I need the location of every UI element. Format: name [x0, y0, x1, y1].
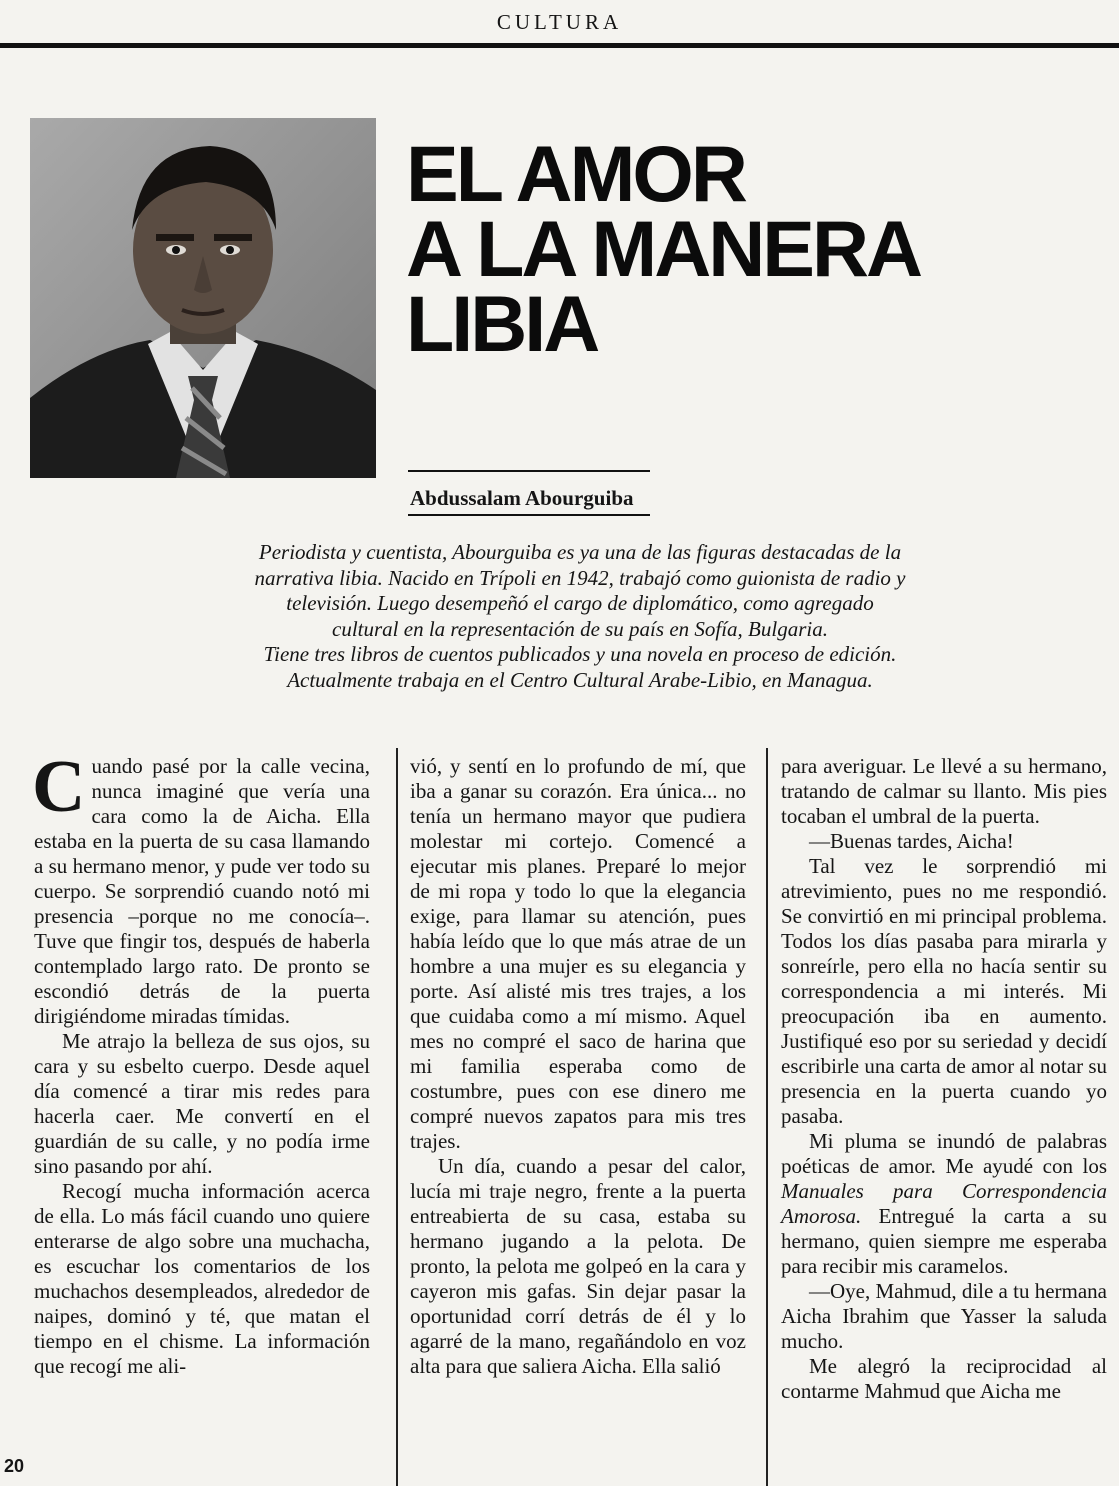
- paragraph-text: uando pasé por la calle vecina, nunca imaginé que vería una cara como la de Aicha. Ella estaba en la puerta de su casa llamando a su hermano menor, y pude ver todo su cuerpo. Se sorprendió cuando notó mi presencia –porque no me conocía–. Tuve que fingir tos, después de haberla contemplado largo rato. De pronto se escondió detrás de la puerta dirigiéndome miradas tímidas.: [34, 754, 370, 1028]
- paragraph: Me alegró la reciprocidad al contarme Mahmud que Aicha me: [781, 1354, 1107, 1403]
- book-title: Manuales para Correspondencia Amorosa.: [781, 1179, 1107, 1228]
- title-line-3: LIBIA: [406, 279, 598, 368]
- header-rule: [0, 43, 1119, 48]
- intro-line: cultural en la representación de su país en Sofía, Bulgaria.: [332, 616, 828, 641]
- author-intro: [150, 540, 1010, 694]
- author-rule-bottom: [408, 514, 650, 516]
- paragraph-text: Entregué la carta a su hermano, quien siempre me esperaba para recibir mis caramelos.: [781, 1204, 1107, 1278]
- intro-line: Actualmente trabaja en el Centro Cultural Arabe-Libio, en Managua.: [287, 667, 873, 692]
- dialogue: —Buenas tardes, Aicha!: [809, 829, 1014, 853]
- author-photo: [30, 118, 376, 478]
- intro-line: narrativa libia. Nacido en Trípoli en 1942, trabajó como guionista de radio y: [254, 565, 906, 590]
- paragraph: Tal vez le sorprendió mi atrevimiento, pues no me respondió. Se convirtió en mi principal problema. Todos los días pasaba para mirarla y sonreírle, pero ella no hacía sentir su correspondencia a mi interés. Mi preocupación iba en aumento. Justifiqué eso por su seriedad y decidí escribirle una carta de amor al notar su presencia en la puerta cuando yo pasaba.: [781, 854, 1107, 1128]
- intro-line: Tiene tres libros de cuentos publicados y una novela en proceso de edición.: [263, 642, 897, 667]
- paragraph: [781, 1129, 1107, 1279]
- paragraph: para averiguar. Le llevé a su hermano, tratando de calmar su llanto. Mis pies tocaban el umbral de la puerta.: [781, 754, 1107, 828]
- column-divider: [766, 748, 768, 1486]
- title-line-2: A LA MANERA: [406, 204, 921, 293]
- paragraph-text: Mi pluma se inundó de palabras poéticas de amor. Me ayudé con los: [781, 1129, 1107, 1178]
- title-line-1: EL AMOR: [406, 129, 745, 218]
- body-column-2: [410, 754, 746, 1379]
- paragraph: Un día, cuando a pesar del calor, lucía mi traje negro, frente a la puerta entreabierta de su casa, estaba su hermano jugando a la pelota. De pronto, la pelota me golpeó en la cara y cayeron mis gafas. Sin dejar pasar la oportunidad corrí detrás de él y lo agarré de la mano, regañándolo en voz alta para que saliera Aicha. Ella salió: [410, 1154, 746, 1378]
- body-column-3: [781, 754, 1107, 1404]
- author-name: Abdussalam Abourguiba: [410, 486, 634, 510]
- intro-line: Periodista y cuentista, Abourguiba es ya una de las figuras destacadas de la: [258, 540, 902, 564]
- section-label: CULTURA: [496, 10, 623, 34]
- dialogue: —Oye, Mahmud, dile a tu hermana Aicha Ibrahim que Yasser la saluda mucho.: [781, 1279, 1107, 1353]
- article-title: [406, 129, 946, 368]
- author-portrait-image: [30, 118, 376, 478]
- column-divider: [396, 748, 398, 1486]
- body-column-1: [32, 746, 370, 1379]
- intro-line: televisión. Luego desempeñó el cargo de diplomático, como agregado: [286, 591, 874, 616]
- author-rule-top: [408, 470, 650, 472]
- page-number: 20: [4, 1456, 25, 1476]
- paragraph: vió, y sentí en lo profundo de mí, que iba a ganar su corazón. Era única... no tenía un hermano mayor que pudiera molestar mi cortejo. Comencé a ejecutar mis planes. Preparé lo mejor de mi ropa y todo lo que la elegancia exige, para llamar su atención, pues había leído que lo que más atrae de un hombre a una mujer es su elegancia y porte. Así alisté mis tres trajes, a los que cuidaba como a mí mismo. Aquel mes no compré el saco de harina que mi familia esperaba como de costumbre, pues con ese dinero me compré nuevos zapatos para mis tres trajes.: [410, 754, 746, 1153]
- paragraph: Recogí mucha información acerca de ella. Lo más fácil cuando uno quiere enterarse de algo sobre una muchacha, es escuchar los comentarios de los muchachos desempleados, alrededor de naipes, dominó y té, que matan el tiempo en el chisme. La información que recogí me ali-: [34, 1179, 370, 1378]
- drop-cap: C: [32, 746, 86, 828]
- paragraph: Me atrajo la belleza de sus ojos, su cara y su esbelto cuerpo. Desde aquel día comencé a tirar mis redes para hacerla caer. Me convertí en el guardián de su calle, y no podía irme sino pasando por ahí.: [34, 1029, 370, 1178]
- paragraph: [32, 746, 370, 1029]
